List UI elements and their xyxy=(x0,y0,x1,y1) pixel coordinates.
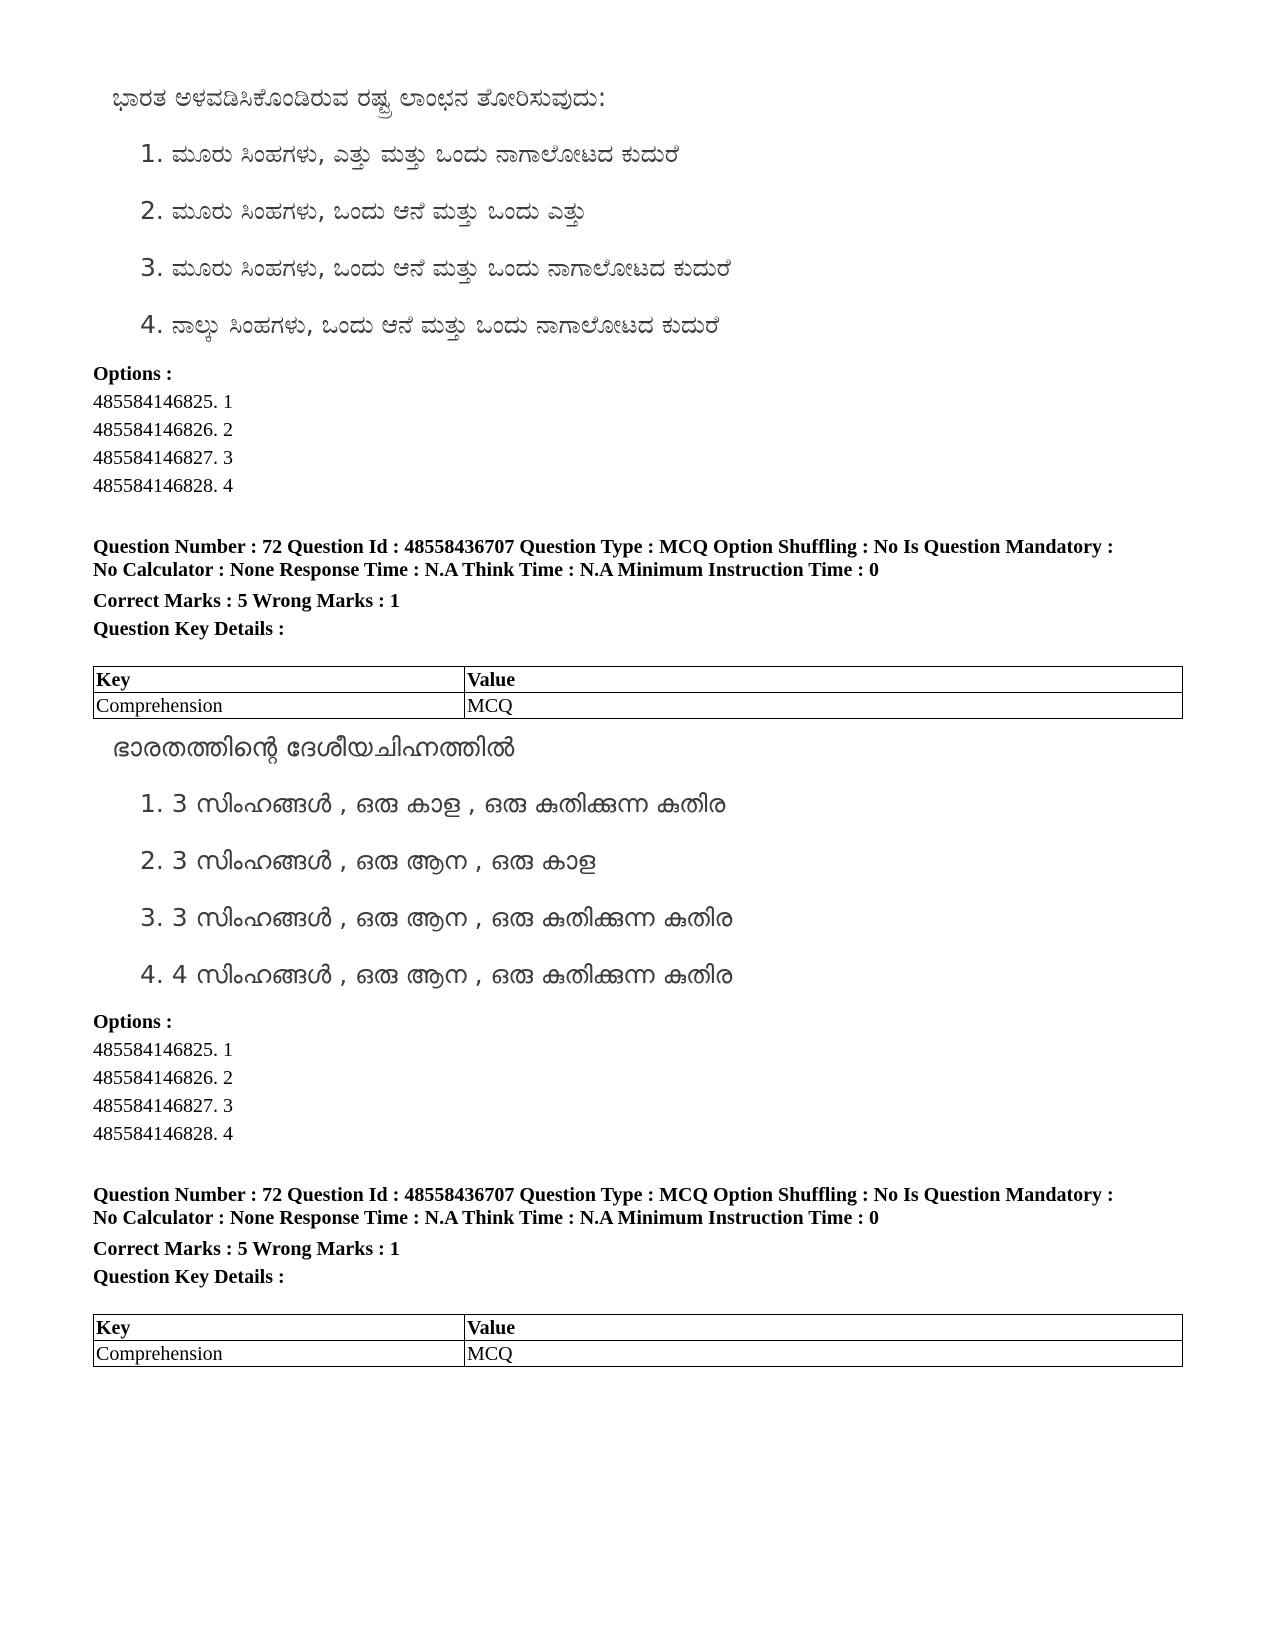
question-choice-1: 1. 3 സിംഹങ്ങൾ , ഒരു കാള , ഒരു കുതിക്കുന്ന കുതിര xyxy=(140,789,726,818)
option-item: 485584146825. 1 xyxy=(93,391,233,413)
kannada-question-image xyxy=(112,80,731,364)
table-cell-key: Comprehension xyxy=(94,1341,465,1367)
option-item: 485584146825. 1 xyxy=(93,1039,233,1061)
table-row xyxy=(94,693,1183,719)
options-label: Options : xyxy=(93,1011,173,1033)
key-details-heading: Question Key Details : xyxy=(93,618,285,640)
question-info-line-1: Question Number : 72 Question Id : 48558436707 Question Type : MCQ Option Shuffling : No Is Question Mandatory : xyxy=(93,536,1114,558)
option-item: 485584146826. 2 xyxy=(93,419,233,441)
key-value-table xyxy=(93,1314,1183,1367)
table-header-key: Key xyxy=(94,1315,465,1341)
table-cell-key: Comprehension xyxy=(94,693,465,719)
option-item: 485584146827. 3 xyxy=(93,1095,233,1117)
key-details-heading: Question Key Details : xyxy=(93,1266,285,1288)
table-header-key: Key xyxy=(94,667,465,693)
marks-line: Correct Marks : 5 Wrong Marks : 1 xyxy=(93,590,400,612)
question-info-line-1: Question Number : 72 Question Id : 48558436707 Question Type : MCQ Option Shuffling : No Is Question Mandatory : xyxy=(93,1184,1114,1206)
table-cell-value: MCQ xyxy=(465,1341,1183,1367)
question-info-line-2: No Calculator : None Response Time : N.A Think Time : N.A Minimum Instruction Time : 0 xyxy=(93,559,879,581)
question-metadata xyxy=(93,1184,1183,1291)
options-list xyxy=(93,1008,233,1148)
table-header-value: Value xyxy=(465,1315,1183,1341)
key-value-table xyxy=(93,666,1183,719)
question-choice-4: 4. 4 സിംഹങ്ങൾ , ഒരു ആന , ഒരു കുതിക്കുന്ന കുതിര xyxy=(140,960,733,989)
question-info-line-2: No Calculator : None Response Time : N.A Think Time : N.A Minimum Instruction Time : 0 xyxy=(93,1207,879,1229)
table-header-row xyxy=(94,667,1183,693)
marks-line: Correct Marks : 5 Wrong Marks : 1 xyxy=(93,1238,400,1260)
question-metadata xyxy=(93,536,1183,643)
question-choice-4: 4. ನಾಲ್ಕು ಸಿಂಹಗಳು, ಒಂದು ಆನೆ ಮತ್ತು ಒಂದು ನಾಗಾಲೋಟದ ಕುದುರೆ xyxy=(140,310,720,339)
table-cell-value: MCQ xyxy=(465,693,1183,719)
options-list xyxy=(93,360,233,500)
question-choice-1: 1. ಮೂರು ಸಿಂಹಗಳು, ಎತ್ತು ಮತ್ತು ಒಂದು ನಾಗಾಲೋಟದ ಕುದುರೆ xyxy=(140,139,679,168)
question-choice-2: 2. 3 സിംഹങ്ങൾ , ഒരു ആന , ഒരു കാള xyxy=(140,846,596,875)
option-item: 485584146826. 2 xyxy=(93,1067,233,1089)
table-row xyxy=(94,1341,1183,1367)
options-label: Options : xyxy=(93,363,173,385)
question-stem: ಭಾರತ ಅಳವಡಿಸಿಕೊಂಡಿರುವ ರಷ್ಟ್ರ ಲಾಂಛನ ತೋರಿಸುವುದು: xyxy=(112,83,607,113)
table-header-value: Value xyxy=(465,667,1183,693)
option-item: 485584146828. 4 xyxy=(93,1123,233,1145)
question-choice-2: 2. ಮೂರು ಸಿಂಹಗಳು, ಒಂದು ಆನೆ ಮತ್ತು ಒಂದು ಎತ್ತು xyxy=(140,196,587,225)
question-choice-3: 3. 3 സിംഹങ്ങൾ , ഒരു ആന , ഒരു കുതിക്കുന്ന കുതിര xyxy=(140,903,733,932)
malayalam-question-image xyxy=(112,730,732,1014)
question-stem: ഭാരതത്തിന്റെ ദേശീയചിഹ്നത്തിൽ xyxy=(112,733,515,763)
question-choice-3: 3. ಮೂರು ಸಿಂಹಗಳು, ಒಂದು ಆನೆ ಮತ್ತು ಒಂದು ನಾಗಾಲೋಟದ ಕುದುರೆ xyxy=(140,253,731,282)
option-item: 485584146827. 3 xyxy=(93,447,233,469)
option-item: 485584146828. 4 xyxy=(93,475,233,497)
table-header-row xyxy=(94,1315,1183,1341)
